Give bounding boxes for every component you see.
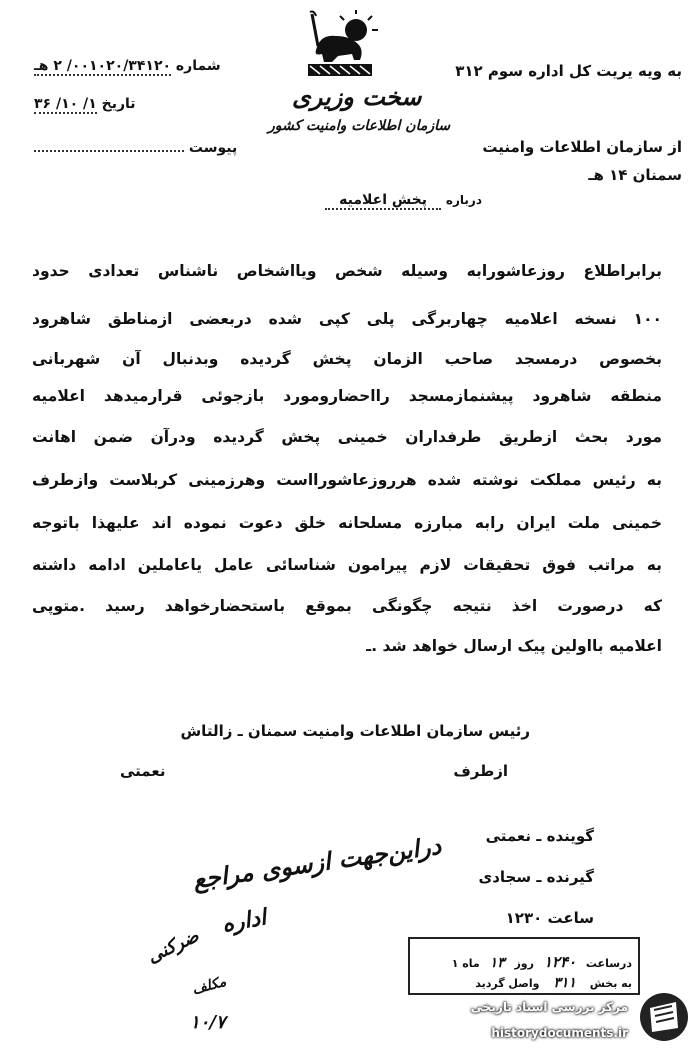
recipient-line: به ویه یریت کل اداره سوم ۳۱۲	[455, 62, 682, 80]
body-line: که درصورت اخذ نتیجه چگونگی بموقع باستحضارخواهد رسید .متوپی	[32, 597, 662, 615]
handwritten-note: ضرکنی	[144, 925, 203, 968]
sender-line: گوینده ـ نعمتی	[485, 827, 594, 845]
receiver-line: گیرنده ـ سجادی	[478, 868, 594, 886]
handwritten-note: اداره	[220, 904, 269, 938]
body-line: ۱۰۰ نسخه اعلامیه چهاربرگی پلی کپی شده دربعضی ازمناطق شاهرود	[32, 310, 662, 328]
archive-logo-icon	[636, 990, 692, 1044]
chief-line: رئیس سازمان اطلاعات وامنیت سمنان ـ زالتاش	[180, 722, 530, 740]
stamp-day-label: روز	[514, 957, 534, 970]
stamp-time-value: ۱۲۴۰	[543, 953, 577, 971]
number-value: ۰۰۱۰۲۰/۳۴۱۲۰/ ۲ هـ	[34, 58, 172, 74]
lion-and-sun-emblem-icon	[298, 10, 380, 82]
body-line: منطقه شاهرود پیشنمازمسجد رااحضارومورد بازجوئی قرارمیدهد اعلامیه	[32, 387, 662, 405]
number-field	[34, 58, 221, 76]
body-line: مورد بحث ازطریق طرفداران خمینی پخش گردیده ودرآن ضمن اهانت	[32, 428, 662, 446]
date-field	[34, 96, 136, 114]
stamp-received-label: واصل گردید	[475, 977, 540, 990]
number-label: شماره	[175, 58, 221, 74]
body-line: برابراطلاع روزعاشورابه وسیله شخص ویااشخاص ناشناس تعدادی حدود	[32, 262, 662, 280]
from-label: ازطرف	[453, 762, 508, 780]
time-line: ساعت ۱۲۳۰	[505, 909, 594, 927]
attachment-label: پیوست	[188, 140, 238, 156]
body-line: به مراتب فوق تحقیقات لازم پیرامون شناسائی عامل یاعاملین ادامه داشته	[32, 556, 662, 574]
emblem-title: سخت وزیری	[292, 82, 422, 111]
body-line: اعلامیه بااولین پیک ارسال خواهد شد .ـ	[365, 637, 662, 655]
from-line: از سازمان اطلاعات وامنیت	[482, 138, 682, 156]
attachment-field	[34, 140, 237, 156]
stamp-day-value: ۱۳	[489, 955, 505, 971]
stamp-time-label: درساعت	[585, 957, 632, 970]
body-line: بخصوص درمسجد صاحب الزمان پخش گردیده وبدنبال آن شهربانی	[32, 350, 662, 368]
receipt-stamp	[408, 937, 640, 995]
watermark-url: historydocuments.ir	[491, 1026, 628, 1040]
stamp-month-label: ماه ۱	[451, 957, 480, 970]
from-name: نعمتی	[120, 762, 166, 780]
date-label: تاریخ	[101, 96, 136, 112]
stamp-dept-label: به بخش	[589, 977, 632, 990]
body-line: خمینی ملت ایران رابه مبارزه مسلحانه خلق دعوت نموده اند علیهذا باتوجه	[32, 514, 662, 532]
handwritten-note: دراین‌جهت ازسوی مراجع	[191, 830, 443, 895]
subject-label: درباره	[445, 193, 482, 207]
date-value: ۱/ ۱۰/ ۳۶	[34, 96, 97, 112]
handwritten-note: ۱۰/۷	[190, 1012, 226, 1033]
city-line: سمنان ۱۴ هـ	[588, 166, 682, 184]
subject-field	[325, 192, 482, 210]
handwritten-note: مکلف	[190, 973, 228, 999]
body-line: به رئیس مملکت نوشته شده هرروزعاشورااست وهرزمینی کربلاست وازطرف	[32, 471, 662, 489]
stamp-dept-value: ۳۱۱	[553, 975, 576, 991]
watermark-center-name: مرکز بررسی اسناد تاریخی	[470, 1000, 628, 1014]
emblem-org: سازمان اطلاعات وامنیت کشور	[268, 118, 451, 134]
subject-value: پخش اعلامیه	[325, 192, 441, 210]
